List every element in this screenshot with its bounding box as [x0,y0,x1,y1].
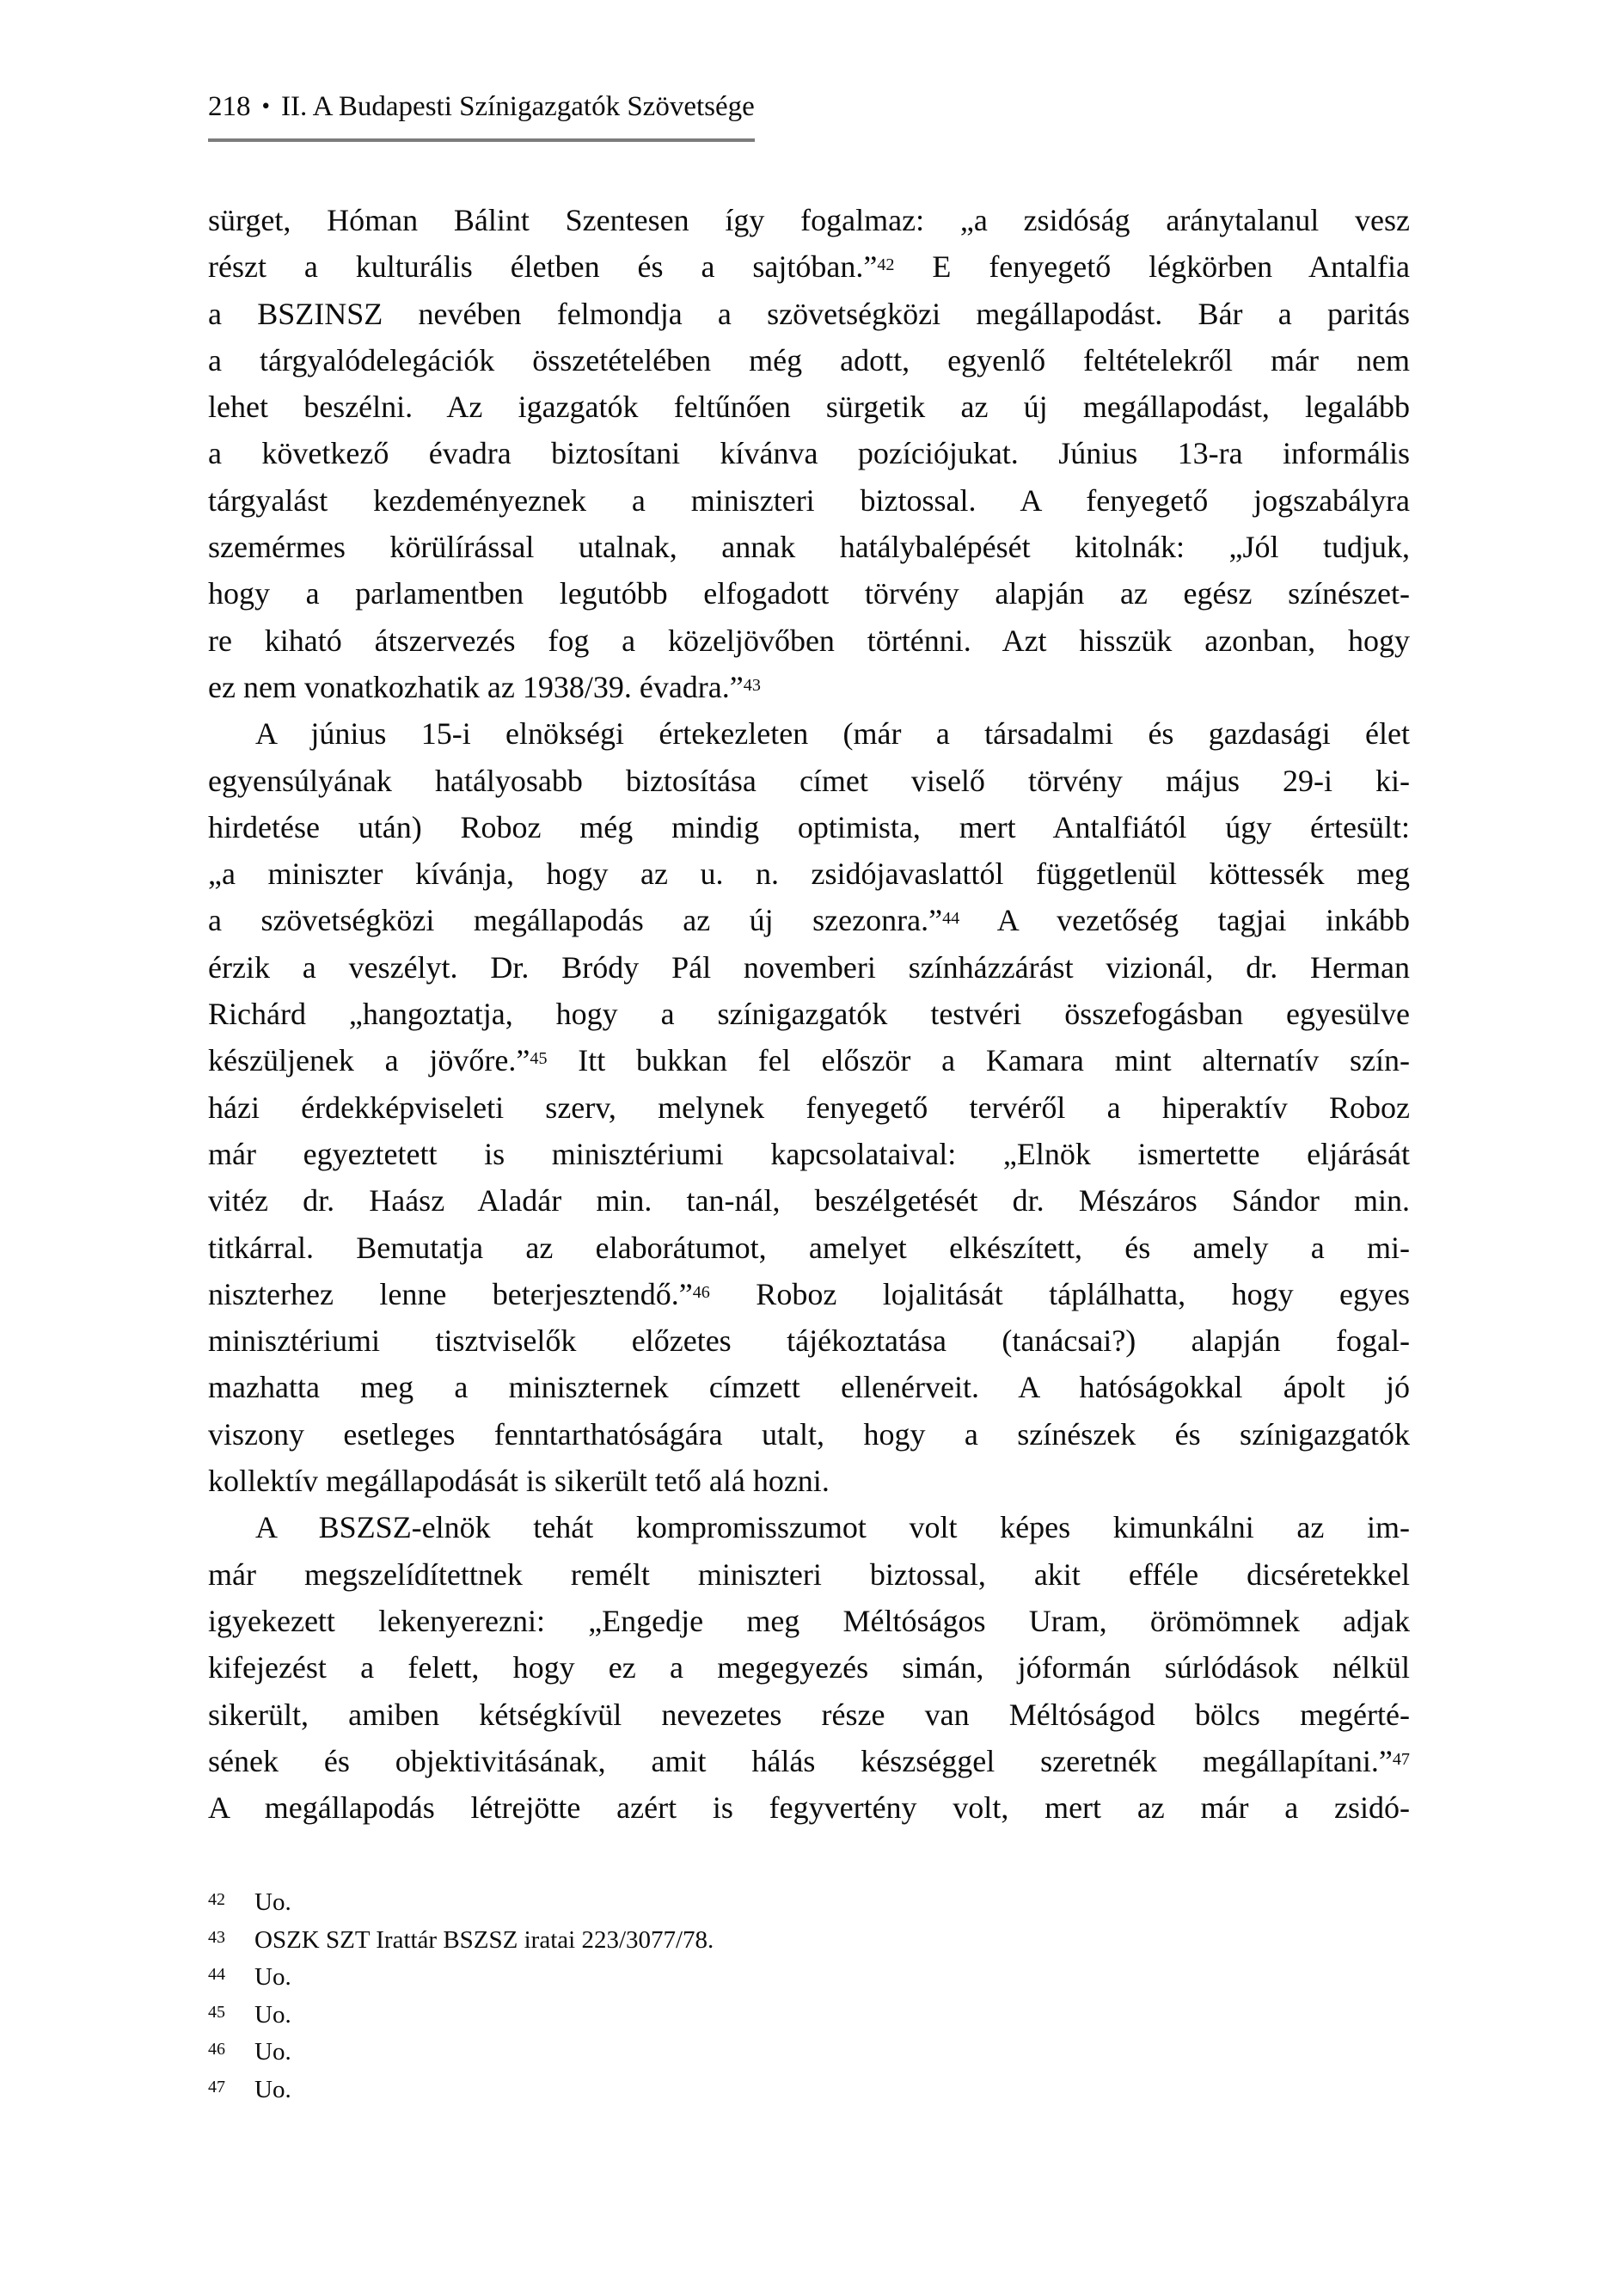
text-line: viszony esetleges fenntarthatóságára utalt, hogy a színészek és színigazgatók [208,1416,1410,1452]
footnote [208,1997,1410,2035]
header-bullet-separator: • [261,93,270,119]
footnote-number: 43 [208,1927,225,1947]
footnote-ref: 43 [743,675,761,695]
text-line: egyensúlyának hatályosabb biztosítása címet viselő törvény május 29-i ki- [208,763,1410,798]
page-number: 218 [208,91,251,122]
text-line: a következő évadra biztosítani kívánva pozíciójukat. Június 13-ra informális [208,436,1410,471]
text-line: niszterhez lenne beterjesztendő.”$^{46}$ Roboz lojalitását táplálhatta, hogy egyes [208,1276,1410,1311]
footnote [208,2034,1410,2072]
text-line: hogy a parlamentben legutóbb elfogadott törvény alapján az egész színészet- [208,576,1410,611]
text-line: házi érdekképviseleti szerv, melynek fenyegető tervéről a hiperaktív Roboz [208,1090,1410,1125]
text-line: A BSZSZ-elnök tehát kompromisszumot volt képes kimunkálni az im- [255,1510,1410,1545]
footnote [208,2072,1410,2109]
text-line: titkárral. Bemutatja az elaborátumot, amelyet elkészített, és amely a mi- [208,1230,1410,1265]
text-line: ez nem vonatkozhatik az 1938/39. évadra.”$^{43}$ [208,669,761,704]
footnote [208,1884,1410,1922]
footnote-text: OSZK SZT Irattár BSZSZ iratai 223/3077/78. [254,1925,714,1954]
footnote-ref: 45 [530,1049,548,1069]
text-line: tárgyalást kezdeményeznek a miniszteri biztossal. A fenyegető jogszabályra [208,482,1410,518]
footnote [208,1959,1410,1997]
footnote-text: Uo. [254,2000,291,2029]
text-line: szemérmes körülírással utalnak, annak hatálybalépését kitolnák: „Jól tudjuk, [208,530,1410,565]
footnote-text: Uo. [254,1888,291,1917]
footnote-number: 44 [208,1965,225,1985]
text-line: lehet beszélni. Az igazgatók feltűnően sürgetik az új megállapodást, legalább [208,390,1410,425]
text-line: minisztériumi tisztviselők előzetes tájékoztatása (tanácsai?) alapján fogal- [208,1323,1410,1359]
footnotes [208,1884,1410,2109]
text-line: a tárgyalódelegációk összetételében még adott, egyenlő feltételekről már nem [208,342,1410,378]
body-text [208,197,1410,1831]
chapter-title: II. A Budapesti Színigazgatók Szövetsége [280,91,755,122]
text-line: igyekezett lekenyerezni: „Engedje meg Méltóságos Uram, örömömnek adjak [208,1603,1410,1638]
text-line: érzik a veszélyt. Dr. Bródy Pál novemberi színházzárást vizionál, dr. Herman [208,949,1410,985]
footnote [208,1922,1410,1960]
footnote-number: 42 [208,1890,225,1910]
text-line: Richárd „hangoztatja, hogy a színigazgatók testvéri összefogásban egyesülve [208,997,1410,1032]
footnote-number: 45 [208,2002,225,2022]
text-line: sének és objektivitásának, amit hálás készséggel szeretnék megállapítani.”$^{47}$ [208,1743,1410,1778]
footnote-number: 46 [208,2040,225,2060]
footnote-text: Uo. [254,2075,291,2103]
text-line: sikerült, amiben kétségkívül nevezetes része van Méltóságod bölcs megérté- [208,1697,1410,1732]
text-line: a szövetségközi megállapodás az új szezonra.”$^{44}$ A vezetőség tagjai inkább [208,903,1410,938]
footnote-ref: 44 [942,909,960,929]
text-line: már egyeztetett is minisztériumi kapcsolataival: „Elnök ismertette eljárását [208,1136,1410,1171]
text-line: sürget, Hóman Bálint Szentesen így fogalmaz: „a zsidóság aránytalanul vesz [208,203,1410,237]
footnote-ref: 46 [692,1282,710,1302]
text-line: kifejezést a felett, hogy ez a megegyezés simán, jóformán súrlódások nélkül [208,1650,1410,1685]
text-line: A megállapodás létrejötte azért is fegyvertény volt, mert az már a zsidó- [208,1790,1410,1826]
footnote-ref: 42 [877,255,895,275]
text-line: már megszelídítettnek remélt miniszteri biztossal, akit efféle dicséretekkel [208,1556,1410,1592]
text-line: készüljenek a jövőre.”$^{45}$ Itt bukkan fel először a Kamara mint alternatív szín- [208,1043,1410,1078]
text-line: a BSZINSZ nevében felmondja a szövetségközi megállapodást. Bár a paritás [208,296,1410,331]
text-line: A június 15-i elnökségi értekezleten (már a társadalmi és gazdasági élet [255,716,1410,752]
text-line: részt a kulturális életben és a sajtóban.”$^{42}$ E fenyegető légkörben Antalfia [208,249,1410,285]
text-line: „a miniszter kívánja, hogy az u. n. zsidójavaslattól függetlenül köttessék meg [208,856,1410,892]
footnote-number: 47 [208,2077,225,2096]
text-line: vitéz dr. Haász Aladár min. tan-nál, beszélgetését dr. Mészáros Sándor min. [208,1183,1410,1219]
text-line: kollektív megállapodását is sikerült tető alá hozni. [208,1464,830,1499]
running-head [208,88,755,142]
footnote-text: Uo. [254,1963,291,1992]
text-line: re kiható átszervezés fog a közeljövőben történni. Azt hisszük azonban, hogy [208,623,1410,658]
footnote-ref: 47 [1392,1749,1410,1769]
footnote-text: Uo. [254,2038,291,2066]
text-line: hirdetése után) Roboz még mindig optimista, mert Antalfiától úgy értesült: [208,809,1410,844]
text-line: mazhatta meg a miniszternek címzett ellenérveit. A hatóságokkal ápolt jó [208,1370,1410,1405]
